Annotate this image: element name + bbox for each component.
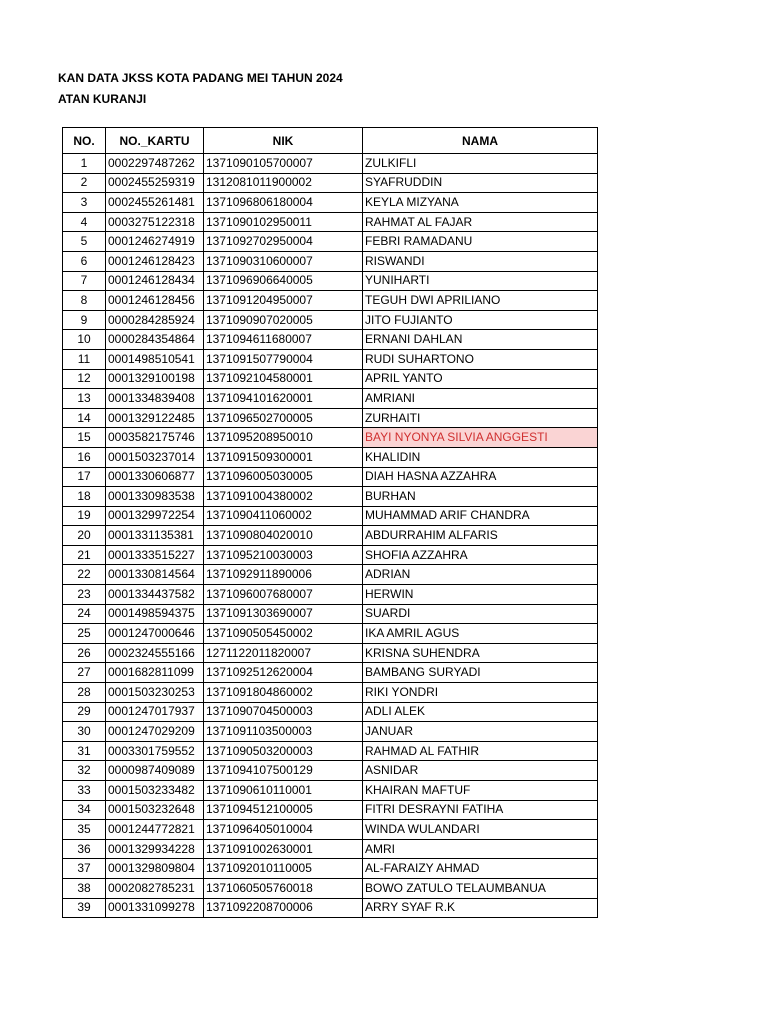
cell-kartu: 0001247000646 [106, 624, 204, 644]
cell-nama: BURHAN [363, 487, 598, 507]
cell-kartu: 0001503233482 [106, 781, 204, 801]
table-row [63, 585, 598, 605]
cell-kartu: 0003582175746 [106, 428, 204, 448]
table-row [63, 193, 598, 213]
cell-nik: 1371090310600007 [204, 251, 363, 271]
cell-no: 14 [63, 408, 106, 428]
cell-no: 17 [63, 467, 106, 487]
cell-no: 30 [63, 722, 106, 742]
table-row [63, 271, 598, 291]
cell-nik: 1371090907020005 [204, 310, 363, 330]
header-kartu: NO._KARTU [106, 128, 204, 154]
cell-kartu: 0001329972254 [106, 506, 204, 526]
cell-kartu: 0001498594375 [106, 604, 204, 624]
cell-no: 37 [63, 859, 106, 879]
cell-kartu: 0001244772821 [106, 820, 204, 840]
cell-no: 5 [63, 232, 106, 252]
cell-nama: RAHMAD AL FATHIR [363, 741, 598, 761]
cell-nik: 1371096502700005 [204, 408, 363, 428]
cell-nik: 1371090102950011 [204, 212, 363, 232]
table-row [63, 467, 598, 487]
cell-kartu: 0001330983538 [106, 487, 204, 507]
cell-no: 13 [63, 389, 106, 409]
cell-no: 4 [63, 212, 106, 232]
table-row [63, 859, 598, 879]
table-row [63, 310, 598, 330]
cell-kartu: 0001503237014 [106, 447, 204, 467]
cell-nama: MUHAMMAD ARIF CHANDRA [363, 506, 598, 526]
cell-kartu: 0001329100198 [106, 369, 204, 389]
cell-nama: SHOFIA AZZAHRA [363, 545, 598, 565]
cell-nama: JITO FUJIANTO [363, 310, 598, 330]
cell-no: 35 [63, 820, 106, 840]
cell-no: 1 [63, 154, 106, 174]
cell-no: 39 [63, 898, 106, 918]
cell-nama: ABDURRAHIM ALFARIS [363, 526, 598, 546]
cell-nama: AMRIANI [363, 389, 598, 409]
document-title: KAN DATA JKSS KOTA PADANG MEI TAHUN 2024 [58, 71, 343, 85]
table-row [63, 428, 598, 448]
table-row [63, 604, 598, 624]
cell-nik: 1371096005030005 [204, 467, 363, 487]
cell-nama: RIKI YONDRI [363, 683, 598, 703]
cell-nik: 1371090503200003 [204, 741, 363, 761]
cell-nik: 1371090505450002 [204, 624, 363, 644]
cell-no: 9 [63, 310, 106, 330]
table-row [63, 820, 598, 840]
cell-nik: 1371091204950007 [204, 291, 363, 311]
cell-kartu: 0001246128423 [106, 251, 204, 271]
header-no: NO. [63, 128, 106, 154]
cell-nik: 1371091002630001 [204, 839, 363, 859]
table-row [63, 173, 598, 193]
cell-no: 3 [63, 193, 106, 213]
table-row [63, 251, 598, 271]
cell-no: 31 [63, 741, 106, 761]
cell-nama: ARRY SYAF R.K [363, 898, 598, 918]
table-row [63, 741, 598, 761]
cell-kartu: 0001503230253 [106, 683, 204, 703]
data-table [62, 127, 598, 918]
cell-nik: 1371095210030003 [204, 545, 363, 565]
cell-nik: 1371060505760018 [204, 878, 363, 898]
cell-kartu: 0001331099278 [106, 898, 204, 918]
table-body [63, 154, 598, 918]
cell-nama: ERNANI DAHLAN [363, 330, 598, 350]
cell-nama: APRIL YANTO [363, 369, 598, 389]
table-row [63, 878, 598, 898]
cell-nama: YUNIHARTI [363, 271, 598, 291]
cell-kartu: 0001247029209 [106, 722, 204, 742]
cell-kartu: 0001682811099 [106, 663, 204, 683]
cell-nik: 1371096806180004 [204, 193, 363, 213]
document-title-block [58, 68, 343, 110]
cell-nama: ADLI ALEK [363, 702, 598, 722]
table-row [63, 487, 598, 507]
cell-nik: 1312081011900002 [204, 173, 363, 193]
cell-nik: 1371096405010004 [204, 820, 363, 840]
table-row [63, 722, 598, 742]
cell-kartu: 0001503232648 [106, 800, 204, 820]
table-row [63, 526, 598, 546]
cell-kartu: 0002455261481 [106, 193, 204, 213]
cell-nama: RUDI SUHARTONO [363, 349, 598, 369]
cell-nama: ZURHAITI [363, 408, 598, 428]
cell-kartu: 0001331135381 [106, 526, 204, 546]
cell-nama: BAYI NYONYA SILVIA ANGGESTI [363, 428, 598, 448]
cell-no: 10 [63, 330, 106, 350]
cell-nik: 1371091103500003 [204, 722, 363, 742]
cell-no: 11 [63, 349, 106, 369]
cell-no: 29 [63, 702, 106, 722]
cell-no: 22 [63, 565, 106, 585]
cell-nama: JANUAR [363, 722, 598, 742]
cell-nama: DIAH HASNA AZZAHRA [363, 467, 598, 487]
cell-nama: ASNIDAR [363, 761, 598, 781]
cell-nik: 1371094611680007 [204, 330, 363, 350]
cell-kartu: 0001247017937 [106, 702, 204, 722]
cell-kartu: 0001334839408 [106, 389, 204, 409]
cell-no: 12 [63, 369, 106, 389]
cell-nik: 1371090704500003 [204, 702, 363, 722]
cell-nama: FITRI DESRAYNI FATIHA [363, 800, 598, 820]
cell-nama: AL-FARAIZY AHMAD [363, 859, 598, 879]
cell-nik: 1371092010110005 [204, 859, 363, 879]
table-row [63, 447, 598, 467]
header-nik: NIK [204, 128, 363, 154]
cell-no: 20 [63, 526, 106, 546]
cell-nik: 1371092512620004 [204, 663, 363, 683]
cell-no: 6 [63, 251, 106, 271]
cell-no: 28 [63, 683, 106, 703]
cell-nik: 1371090610110001 [204, 781, 363, 801]
table-row [63, 663, 598, 683]
table-row [63, 506, 598, 526]
cell-kartu: 0001333515227 [106, 545, 204, 565]
cell-kartu: 0001329809804 [106, 859, 204, 879]
header-nama: NAMA [363, 128, 598, 154]
cell-nama: TEGUH DWI APRILIANO [363, 291, 598, 311]
cell-nama: AMRI [363, 839, 598, 859]
cell-nik: 1371096906640005 [204, 271, 363, 291]
cell-no: 23 [63, 585, 106, 605]
table-row [63, 624, 598, 644]
cell-kartu: 0001330814564 [106, 565, 204, 585]
cell-kartu: 0002082785231 [106, 878, 204, 898]
table-row [63, 291, 598, 311]
cell-nik: 1371092702950004 [204, 232, 363, 252]
cell-nik: 1371094107500129 [204, 761, 363, 781]
cell-nama: RISWANDI [363, 251, 598, 271]
cell-nik: 1371090411060002 [204, 506, 363, 526]
table-row [63, 565, 598, 585]
cell-nama: WINDA WULANDARI [363, 820, 598, 840]
cell-nik: 1371090105700007 [204, 154, 363, 174]
cell-kartu: 0001498510541 [106, 349, 204, 369]
cell-nik: 1371091509300001 [204, 447, 363, 467]
cell-no: 21 [63, 545, 106, 565]
cell-nik: 1371092104580001 [204, 369, 363, 389]
cell-no: 18 [63, 487, 106, 507]
cell-nama: KEYLA MIZYANA [363, 193, 598, 213]
cell-nik: 1371091004380002 [204, 487, 363, 507]
table-row [63, 800, 598, 820]
cell-nik: 1371091804860002 [204, 683, 363, 703]
cell-nik: 1371095208950010 [204, 428, 363, 448]
cell-nama: HERWIN [363, 585, 598, 605]
cell-nik: 1371091507790004 [204, 349, 363, 369]
table-row [63, 683, 598, 703]
table-row [63, 349, 598, 369]
cell-no: 36 [63, 839, 106, 859]
table-row [63, 369, 598, 389]
cell-no: 38 [63, 878, 106, 898]
cell-kartu: 0001334437582 [106, 585, 204, 605]
cell-nama: KRISNA SUHENDRA [363, 643, 598, 663]
cell-nik: 1371094101620001 [204, 389, 363, 409]
cell-kartu: 0002297487262 [106, 154, 204, 174]
cell-nama: RAHMAT AL FAJAR [363, 212, 598, 232]
cell-no: 16 [63, 447, 106, 467]
cell-no: 24 [63, 604, 106, 624]
cell-kartu: 0001329122485 [106, 408, 204, 428]
table-row [63, 702, 598, 722]
cell-nama: SUARDI [363, 604, 598, 624]
table-row [63, 781, 598, 801]
cell-nama: FEBRI RAMADANU [363, 232, 598, 252]
cell-kartu: 0003301759552 [106, 741, 204, 761]
cell-no: 33 [63, 781, 106, 801]
table-row [63, 154, 598, 174]
table-row [63, 545, 598, 565]
cell-nik: 1371096007680007 [204, 585, 363, 605]
cell-nik: 1271122011820007 [204, 643, 363, 663]
cell-nama: BAMBANG SURYADI [363, 663, 598, 683]
cell-kartu: 0001329934228 [106, 839, 204, 859]
cell-kartu: 0002455259319 [106, 173, 204, 193]
cell-nama: IKA AMRIL AGUS [363, 624, 598, 644]
cell-kartu: 0001330606877 [106, 467, 204, 487]
table-row [63, 330, 598, 350]
cell-no: 32 [63, 761, 106, 781]
cell-no: 15 [63, 428, 106, 448]
cell-kartu: 0000284354864 [106, 330, 204, 350]
cell-no: 34 [63, 800, 106, 820]
cell-kartu: 0001246128434 [106, 271, 204, 291]
document-subtitle: ATAN KURANJI [58, 92, 147, 106]
table-row [63, 839, 598, 859]
cell-kartu: 0000284285924 [106, 310, 204, 330]
cell-nik: 1371092208700006 [204, 898, 363, 918]
cell-nama: KHALIDIN [363, 447, 598, 467]
cell-no: 27 [63, 663, 106, 683]
cell-nik: 1371090804020010 [204, 526, 363, 546]
cell-kartu: 0001246128456 [106, 291, 204, 311]
cell-no: 8 [63, 291, 106, 311]
table-row [63, 232, 598, 252]
table-header-row [63, 128, 598, 154]
cell-nama: ADRIAN [363, 565, 598, 585]
cell-nik: 1371091303690007 [204, 604, 363, 624]
table-row [63, 212, 598, 232]
cell-nama: ZULKIFLI [363, 154, 598, 174]
cell-kartu: 0003275122318 [106, 212, 204, 232]
cell-kartu: 0002324555166 [106, 643, 204, 663]
table-row [63, 643, 598, 663]
cell-nama: SYAFRUDDIN [363, 173, 598, 193]
cell-nama: KHAIRAN MAFTUF [363, 781, 598, 801]
cell-no: 2 [63, 173, 106, 193]
cell-nik: 1371092911890006 [204, 565, 363, 585]
cell-no: 19 [63, 506, 106, 526]
cell-kartu: 0000987409089 [106, 761, 204, 781]
cell-kartu: 0001246274919 [106, 232, 204, 252]
table-row [63, 898, 598, 918]
cell-nik: 1371094512100005 [204, 800, 363, 820]
cell-no: 25 [63, 624, 106, 644]
cell-no: 26 [63, 643, 106, 663]
table-row [63, 408, 598, 428]
table-row [63, 389, 598, 409]
cell-no: 7 [63, 271, 106, 291]
table-row [63, 761, 598, 781]
cell-nama: BOWO ZATULO TELAUMBANUA [363, 878, 598, 898]
